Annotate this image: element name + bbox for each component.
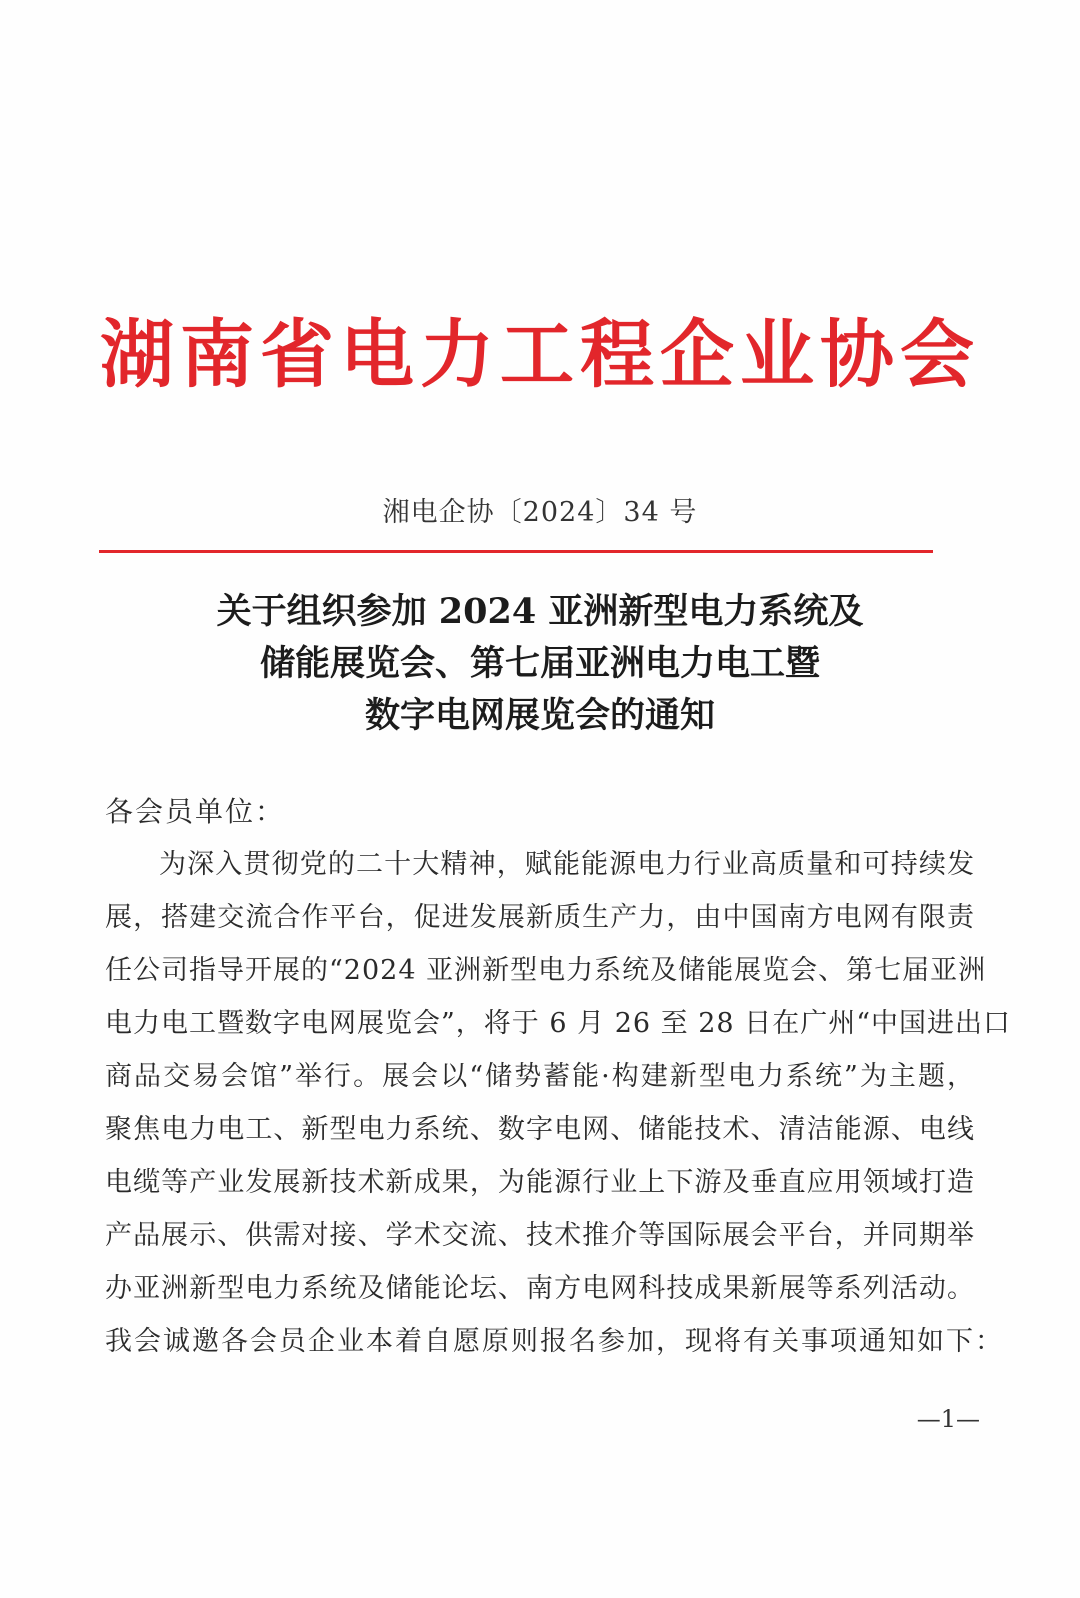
body-line: 为深入贯彻党的二十大精神，赋能能源电力行业高质量和可持续发 xyxy=(159,849,975,880)
body-line: 我会诚邀各会员企业本着自愿原则报名参加，现将有关事项通知如下： xyxy=(105,1326,1004,1357)
document-title xyxy=(0,586,1080,742)
organization-header: 湖南省电力工程企业协会 xyxy=(100,312,980,398)
document-number: 湘电企协〔2024〕34 号 xyxy=(382,497,698,528)
red-divider-line xyxy=(99,550,933,553)
title-line: 关于组织参加 2024 亚洲新型电力系统及 xyxy=(216,591,864,632)
body-line: 聚焦电力电工、新型电力系统、数字电网、储能技术、清洁能源、电线 xyxy=(105,1114,975,1145)
body-line: 产品展示、供需对接、学术交流、技术推介等国际展会平台，并同期举 xyxy=(105,1220,975,1251)
body-line: 任公司指导开展的“2024 亚洲新型电力系统及储能展览会、第七届亚洲 xyxy=(105,955,987,986)
body-line: 商品交易会馆”举行。展会以“储势蓄能·构建新型电力系统”为主题， xyxy=(105,1061,975,1092)
body-line: 展，搭建交流合作平台，促进发展新质生产力，由中国南方电网有限责 xyxy=(105,902,975,933)
body-line: 电缆等产业发展新技术新成果，为能源行业上下游及垂直应用领域打造 xyxy=(105,1167,975,1198)
title-line: 数字电网展览会的通知 xyxy=(364,695,715,736)
salutation: 各会员单位： xyxy=(105,795,286,828)
title-line: 储能展览会、第七届亚洲电力电工暨 xyxy=(259,643,820,684)
body-line: 电力电工暨数字电网展览会”，将于 6 月 26 至 28 日在广州“中国进出口 xyxy=(105,1008,1011,1039)
body-line: 办亚洲新型电力系统及储能论坛、南方电网科技成果新展等系列活动。 xyxy=(105,1273,975,1304)
page-number: —1— xyxy=(916,1405,980,1433)
body-paragraph xyxy=(105,838,1011,1368)
